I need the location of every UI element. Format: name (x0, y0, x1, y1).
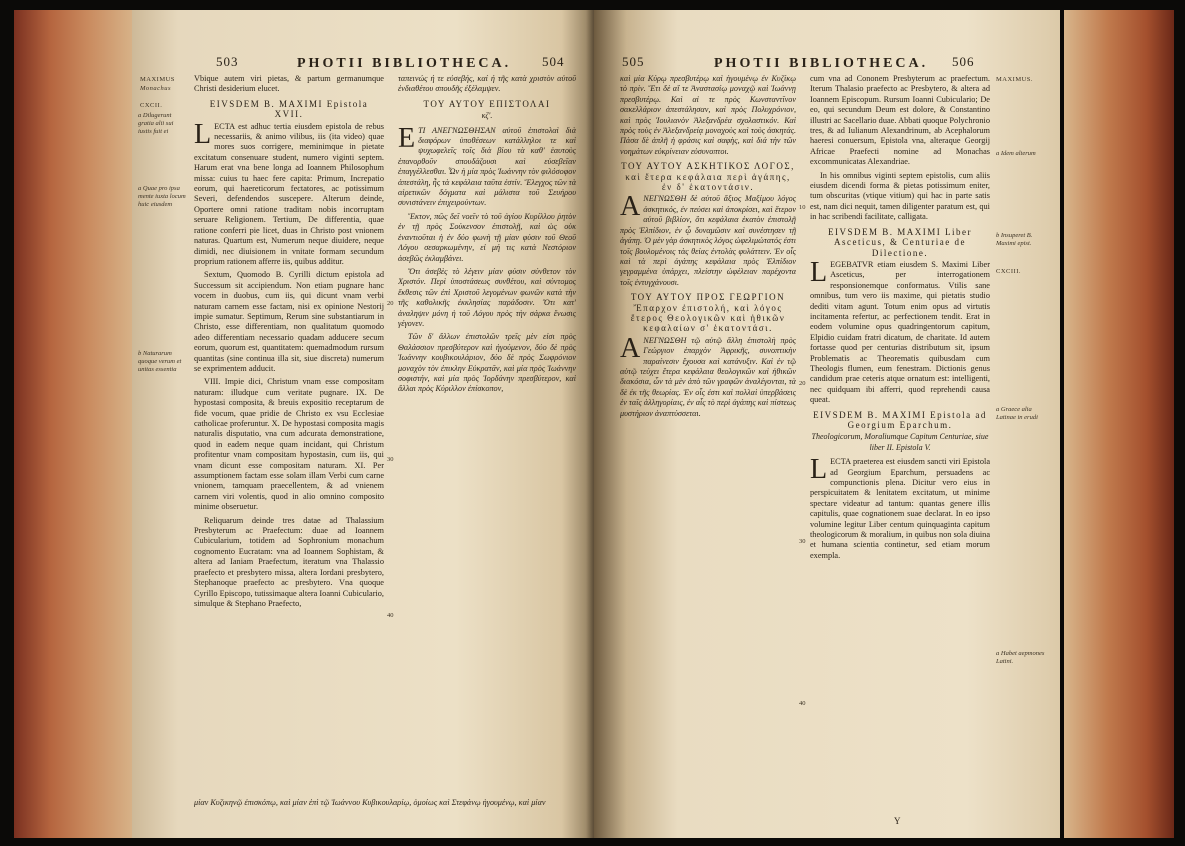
greek-column-right (620, 74, 796, 814)
greek-text: ΝΕΓΝΩΣΘΗ δὲ αὐτοῦ ἄξιος Μαξίμου λόγος ἀσκητικός, ἐν πεύσει καὶ ἀποκρίσει, καὶ ἕτερον αὐτοῦ βιβλίον, ὅτι κεφάλαια ἐκατὸν ἐπιστολῇ πρὸς Ἐλπίδιον, ἐν ᾧ δυναμῶσιν καὶ συνέστησεν τῇ ἀγάπῃ. Ὁ μὲν γὰρ ἀσκητικὸς λόγος ὠφελιμώτατός ἐστι τοῖς βουλομένοις τὰς θείας ἐντολὰς φυλάττειν. Ἐν οἷς καὶ τὰ περὶ ἀγάπης κεφάλαια πρὸς Ἐλπίδιον γεγραμμένα ὑπάρχει, πλείστην ὠφέλειαν παρέχοντα τοῖς ἐντυγχάνουσι. (620, 194, 796, 287)
line-number: 20 (387, 300, 394, 307)
greek-column-left (398, 74, 576, 794)
latin-column-right (810, 74, 990, 814)
section-heading-latin: EIVSDEM B. MAXIMI Epistola ad Georgium Eparchum. (813, 409, 987, 430)
margin-note: a Habet aepmones Latini. (996, 650, 1045, 665)
margin-note: a Dilugerunt gratia alii sui iustis fuit ei (138, 112, 174, 135)
line-number: 30 (799, 538, 806, 545)
greek-paragraph: Τῶν δ' ἄλλων ἐπιστολῶν τρεῖς μὲν εἰσι πρὸς Θαλάσσιον πρεσβύτερον καὶ ἡγούμενον, δύο δὲ πρὸς Ἰωάννην κουβικουλάριον, δύο δὲ πρὸς Σωφρόνιον μοναχὸν τὸν ἐπικλην Εὐκρατᾶν, καὶ μία πρὸς Ἰωάννην σοφιστήν, καὶ μία πρὸς Ἰορδάνην πρεσβύτερον, καὶ ἄλλαι πρὸς Κύριλλον ἐπίσκοπον, (398, 332, 576, 394)
drop-initial: L (194, 118, 212, 150)
section-heading-latin: EIVSDEM B. MAXIMI Epistola XVII. (209, 98, 369, 120)
latin-paragraph: In his omnibus viginti septem epistolis, cum aliis eiusdem dicendi forma & pietas potissimum eniter, tum obscuritas (vtique vitium) qui hac in parte satis est, nam dici nequit, tamen diligenter paratum est, qui in hac scribendi facilitate, calligata. (810, 170, 990, 222)
side-label-maximus: MAXIMUS. (996, 76, 1034, 83)
greek-paragraph: Ὅτι ἀσεβὲς τὸ λέγειν μίαν φύσιν σύνθετον τὸν Χριστόν. Περὶ ὑποστάσεως συνθέτου, καὶ σύντομος ἔκθεσις τῶν ἐπὶ Χριστοῦ λεγομένων φωνῶν κατὰ τὴν τῆς καθολικῆς ἐκκλησίας παράδοσιν. Ὅτι κατ' ἀναληψιν μόνη ἡ τοῦ Λόγου πρὸς τὴν σάρκα ἕνωσις γέγονεν. (398, 266, 576, 328)
left-page-edges (14, 10, 136, 838)
side-label-monachus: Monachus (140, 85, 172, 92)
latin-paragraph: Reliquarum deinde tres datae ad Thalassium Presbyterum ac Praefectum: duae ad Ioannem Cubicularium, totidem ad Sophronium monachum cognomento Eucratam: vna ad Ioannem Sophistam, & altera ad Ianiam Praefectum, iteratum vna Thalassio praefecto et presbytero missa, altera Iordani presbytero, Stephanoque praefecto ac presbytero. Vna quoque Cyrillo Episcopo, tutissimaque altera Ioanni Cubiculario, simulque & Stephano Praefecto, (194, 515, 384, 608)
latin-paragraph: cum vna ad Cononem Presbyterum ac praefectum. Iterum Thalasio praefecto ac Presbytero, & altera ad Ioannem Episcopum. Rursum Ioanni Cubiculario; De eo, qui secundum Deum est dolore, & Constantino illustri ac Sacellario duae. Abbati quoque Polychronio tres, & ad Iulianum Alexandrinum, ab Acephalorum haeresi conuersum, Epistola vna, alteraque Georgij Africae Praefecti nomine ad Monachas excommunicatas Alexandriae. (810, 74, 990, 167)
drop-initial: L (810, 454, 828, 486)
margin-note: b Naturarum quoque verum et unitas essentia (138, 350, 182, 373)
drop-initial: L (810, 256, 828, 288)
latin-text: ECTA est adhuc tertia eiusdem epistola de rebus necessariis, & animo vilibus, iis (ita video) quae mores suos corrigere, meminimque in pietate excitatum consenuare student, numero viginti septem. Harum erat vna bene longa ad Ioannem Philosophum missa: cuius tu haec fere capita: Primum, Increpatio eorum, qui haereticorum fectatores, ac potissimum Severi, defendendos suscepere. Alterum deinde, Oportere omni ratione traditam nobis incorruptam seruare Religionem. Tertium, De differentia, quae ratione conferri pie licet, duas in Christo post vnionem naturas. Quartum est, Numerum neque diuidere, neque dimidi, nec diuisionem in vnitate formam secundum proprium rationem afferre iis, quibus additur. (194, 121, 384, 266)
running-head-right: PHOTII BIBLIOTHECA. (714, 56, 929, 71)
right-page (594, 10, 1060, 838)
latin-paragraph (194, 118, 384, 268)
line-number: 20 (799, 380, 806, 387)
section-subhead-latin: Theologicorum, Moraliumque Capitum Centuriae, siue liber II. Epistola V. (811, 432, 989, 452)
latin-column-left (194, 74, 384, 814)
line-number: 40 (387, 612, 394, 619)
line-number: 40 (799, 700, 806, 707)
greek-bottom-line: μίαν Κυζικηνῷ ἐπισκόπῳ, καὶ μίαν ἐπὶ τῷ Ἰωάννου Κυβικουλαρίῳ, ὁμοίως καὶ Στεφάνῳ ἡγουμένῳ, καὶ μίαν (194, 798, 546, 807)
greek-paragraph (620, 332, 796, 419)
greek-text: ΤΙ ΑΝΕΓΝΩΣΘΗΣΑΝ αὐτοῦ ἐπιστολαὶ διὰ διαφόρων ὑποθέσεων κατάλληλοι τε καὶ ψυχωφελεῖς τοῖς διὰ βίου τὰ καθ' ἑαυτοὺς ἐπανορθοῦν σπουδάζουσι καὶ εὐσεβεῖαν ἐπαγγέλλεσθαι. Ὧν ἡ μία πρὸς Ἰωάννην τὸν φιλόσοφον ἀπεστάλη, ἧς τὰ κεφάλαια ταῦτα ἐστίν. Ἔλεγχος τῶν τὰ αἱρετικῶν δόγματα καὶ μάλιστα τοῦ Σευήρου συνιστάνειν ἐπιχειρούντων. (398, 125, 576, 208)
margin-note: a Graece alia Latinae in erudi (996, 406, 1038, 421)
drop-initial: Ε (398, 122, 416, 154)
greek-paragraph: καὶ μία Κύρῳ πρεσβυτέρῳ καὶ ἡγουμένῳ ἐν Κυζίκῳ τὸ πρὶν. Ἔτι δὲ αἵ τε Ἀναστασίῳ μοναχῷ καὶ Ἰωάννῃ πρεσβυτέρῳ. Καὶ αἱ τε πρὸς Κωνσταντῖνον σακελλάριον ἀπεστάλησαν, καὶ πρὸς Πολυχρόνιον, καὶ πρὸς Ἰουλιανὸν Ἀλεξανδρέα σχολαστικόν. Καὶ πρὸς τοὺς ἐν Ἀλεξανδρείᾳ μοναχοὺς καὶ τοὺς ἀσκητάς. Πάσα δὲ ἀπλῆ ἡ φράσις καὶ σαφὴς, καὶ διά τὴν τῶν νοημάτων εὐκρίνειαν εὐσυνοπτοι. (620, 74, 796, 156)
line-number: 10 (799, 204, 806, 211)
page-number-503: 503 (216, 54, 239, 69)
margin-note: a Idem alterum (996, 150, 1036, 157)
page-number-505: 505 (622, 54, 645, 69)
line-number: 30 (387, 456, 394, 463)
section-heading-greek: ΤΟΥ ΑΥΤΟΥ ΠΡΟΣ ΓΕΩΡΓΙΟΝ Ἔπαρχον ἐπιστολή, καὶ λόγος ἕτερος Θεολογικῶν καὶ ἠθικῶν κεφαλαίων σ' ἑκατοντάσι. (630, 292, 786, 334)
latin-paragraph (810, 256, 990, 406)
latin-text: EGEBATVR etiam eiusdem S. Maximi Liber Asceticus, per interrogationem responsionemque conformatus. Vtilis sane omnibus, tum vero iis maxime, qui pietatis studio dediti vitam agunt. Totum enim opus ad virtutis incitamenta refertur, ac perfectionem tendit. Erat in eodem volumine opus quadringentorum capitum, Elpidio cuidam fratri dicatum, de charitate. Id autem fortasse quod per centurias distributum sit, ipsum Problematis ac Theorematis quibusdam cum Theologis flumen, eum fenestram. Dictionis genus candidum prae ceteris atque ornatum est: intelligenti, nec quidquam ibi afferri, quod reprehendi causa queat. (810, 259, 990, 405)
latin-paragraph: Sextum, Quomodo B. Cyrilli dictum epistola ad Successum sit accipiendum. Non etiam pugnare hanc vocem in duobus, cum iis, qui dicunt vnam verbi naturam carnem esse factam, nisi ex opinione Nestorij impie sumatur. Septimum, Rerum sine substantiarum in Christo, esse differentiam, non qualitatum quomodo adeo differentiam necessario quadam adducere secum eorum, quorum est, quantitatem: quemadmodum rursum quantitas (sine continua illa sit, siue discreta) numerum se exprimentem adducit. (194, 270, 384, 373)
drop-initial: Α (620, 332, 641, 364)
latin-paragraph (810, 454, 990, 561)
section-heading-latin: EIVSDEM B. MAXIMI Liber Asceticus, & Centuriae de Dilectione. (828, 226, 972, 258)
margin-note: b Insuperet B. Maximi epist. (996, 232, 1033, 247)
greek-text: ΝΕΓΝΩΣΘΗ τῷ αὐτῷ ἄλλη ἐπιστολὴ πρὸς Γεώργιον ἐπαρχὸν Ἀφρικῆς, συνοπτικὴν παραίνεσιν ἔχουσα καὶ κατάνυξιν. Καὶ ἐν τῷ αὐτῷ τεύχει ἕτερα κεφάλαια θεολογικῶν καὶ ἠθικῶν διακόσια, ὧν τὰ μὲν ἀπὸ τῶν γραφῶν ἀναλέγονται, τὰ δὲ ἐκ τῆς θεωρίας. Ἐν οἷς ἐστι καὶ πολλαὶ ὑπερβάσεις ἐν ταῖς ἀλληγορίαις, ἐν αἷς τὸ περὶ ἀγάπης καὶ πίστεως μυστήριον ἀναπτύσσεται. (620, 335, 796, 418)
latin-text: ECTA praeterea est eiusdem sancti viri Epistola ad Georgium Eparchum, persuadens ac compunctionis plena. Dicitur vero eius in perspicuitatem & lenitatem excitatum, ut minime spectare videatur ad tantum: quantas genere illis capitulis, quae cognationem suae declarat. In eo ipso volumine legitur Liber centum quinquaginta capitum theologicorum & moralium, in quibus non sola diuina et humana scientia continetur, sed etiam morum exempla. (810, 457, 990, 560)
right-page-edges (1064, 10, 1174, 838)
running-head-left: PHOTII BIBLIOTHECA. (297, 56, 512, 71)
greek-intro: ταπεινώς ή τε εὐσεβής, καί ή τῆς κατὰ χριστὸν αὐτοῦ ἐνδιαθέτου σπουδῆς ἐξέλαμψεν. (398, 74, 576, 94)
section-heading-greek: ΤΟΥ ΑΥΤΟΥ ΕΠΙΣΤΟΛΑΙ (423, 98, 551, 109)
signature-mark: Y (894, 816, 901, 826)
latin-intro: Vbique autem viri pietas, & partum germanumque Christi desiderium elucet. (194, 74, 384, 94)
greek-paragraph: Ἕκτον, πῶς δεῖ νοεῖν τὸ τοῦ ἁγίου Κυρίλλου ῥητὸν ἐν τῇ πρὸς Σούκενσον ἐπιστολῇ, καὶ ὡς οὐκ ἐναντιοῦται ἡ ἐν δύο φωνὴ τῇ μίαν φύσιν τοῦ Θεοῦ Λόγου σεσαρκωμένην, εἰ μή τις κατὰ Νεστόριον ἀσεβῶς ἐκλαμβάνει. (398, 211, 576, 263)
section-subhead-greek: κζ'. (481, 111, 493, 121)
latin-paragraph: VIII. Impie dici, Christum vnam esse compositam naturam: illudque cum veritate pugnare. IX. De hypostasi composita, & breuis expositio receptarum de fide vocum, quae pridie de Christo ex vsu Ecclesiae catholicae proferuntur. X. De hypostasi composita magis naturalis disputatio, vna cum adcurata demonstratione, quod in eadem neque quam incidant, qui Christum profitentur vnam compositam hypostasin, cum iis, qui vnam dicunt esse compositam naturam. XI. Per assumptionem factam esse solam illam Verbi cum carne vnionem, tamquam praecellentem, & ad vnienem carnem viri volentis, quod in alio omnino composito minime obseruetur. (194, 377, 384, 512)
margin-note: a Quae pro ipsa mente iuxta locum huic eiusdem (138, 185, 186, 208)
side-label-cxciii: CXCIII. (996, 268, 1021, 275)
side-label-cxcii: CXCII. (140, 102, 163, 109)
side-label-maximus: MAXIMUS (140, 76, 175, 83)
greek-paragraph (620, 191, 796, 288)
drop-initial: Α (620, 191, 641, 223)
left-page (132, 10, 594, 838)
greek-paragraph (398, 122, 576, 209)
open-book (14, 10, 1174, 838)
section-heading-greek: ΤΟΥ ΑΥΤΟΥ ΑΣΚΗΤΙΚΟΣ ΛΟΓΟΣ, καὶ ἕτερα κεφάλαια περὶ ἀγάπης, ἐν δ' ἑκατοντάσιν. (621, 161, 795, 193)
page-number-504: 504 (542, 54, 565, 69)
page-number-506: 506 (952, 54, 975, 69)
